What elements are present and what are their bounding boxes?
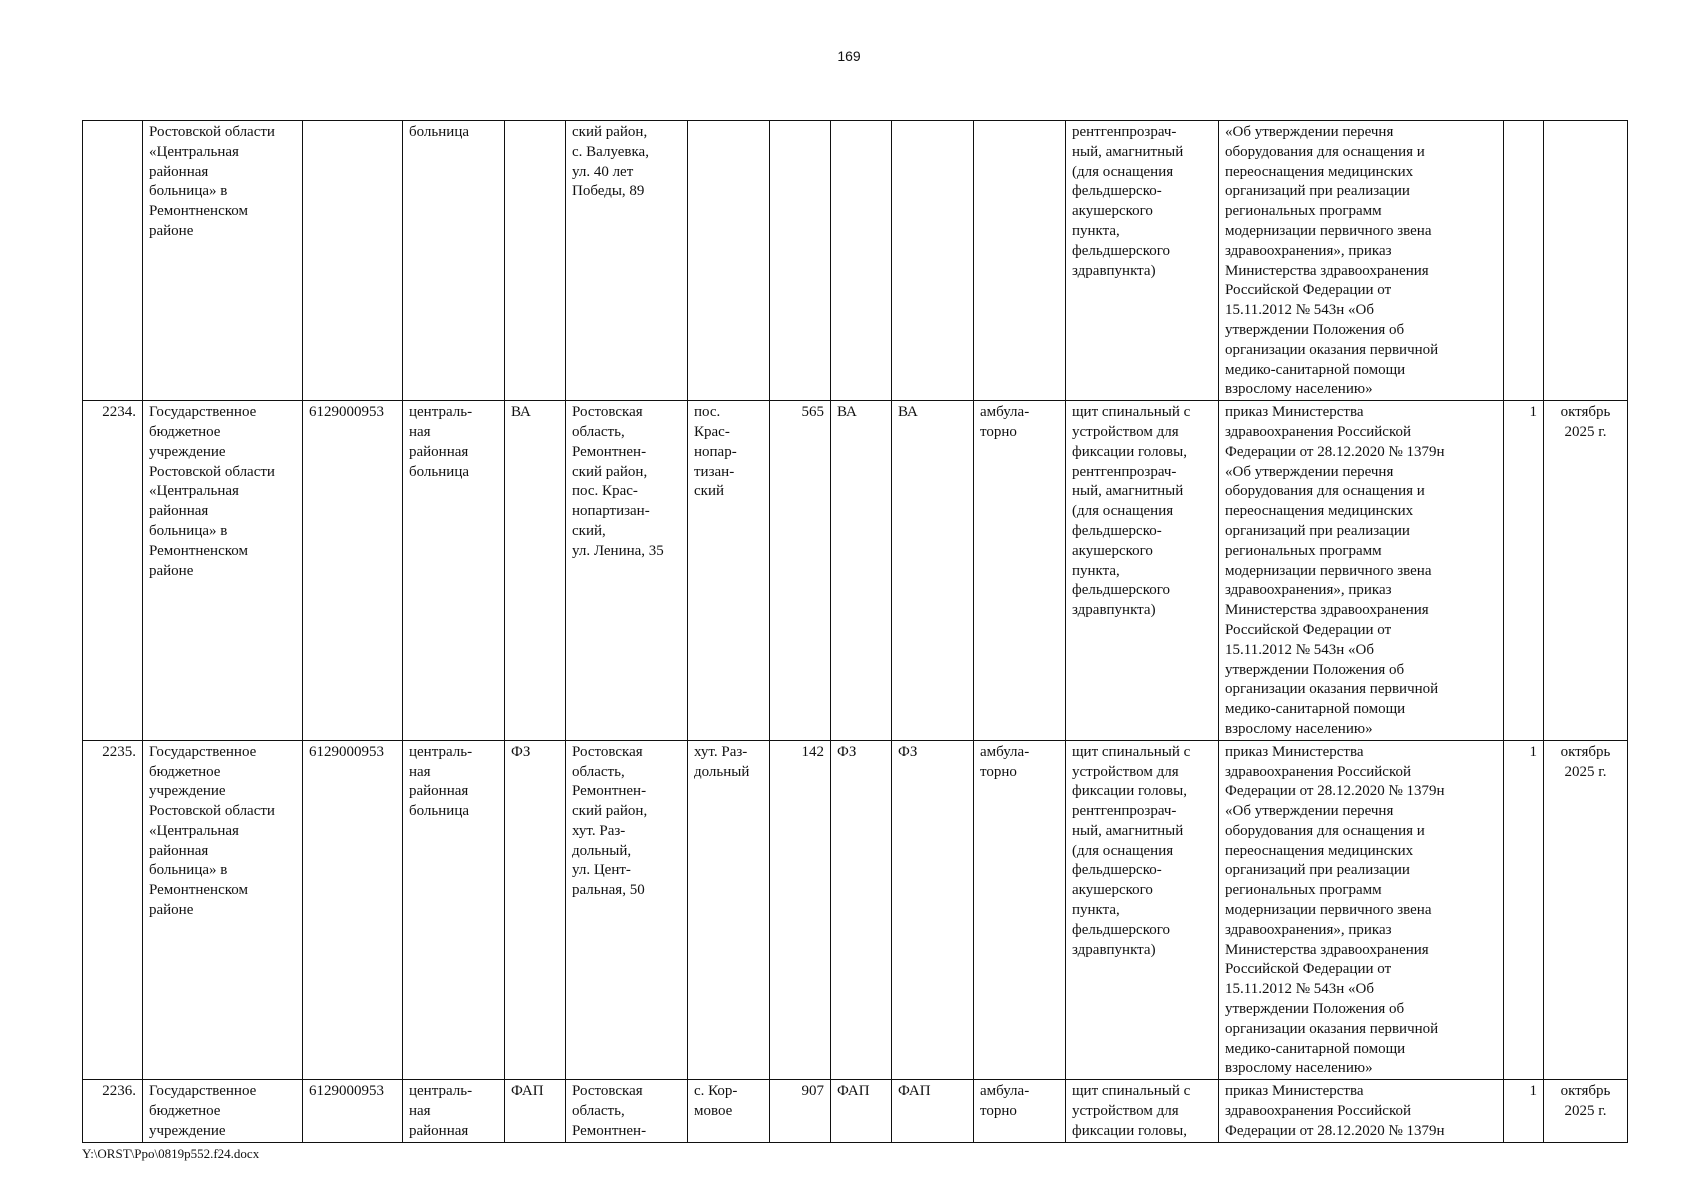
table-row bbox=[83, 121, 1628, 401]
population-cell bbox=[770, 121, 831, 401]
locality-cell: хут. Раз- дольный bbox=[688, 740, 770, 1080]
inn-cell: 6129000953 bbox=[303, 1080, 403, 1142]
org-type-cell: больница bbox=[403, 121, 505, 401]
row-number-cell: 2235. bbox=[83, 740, 143, 1080]
legal-basis-cell: приказ Министерства здравоохранения Российской Федерации от 28.12.2020 № 1379н bbox=[1219, 1080, 1504, 1142]
unit2-cell bbox=[831, 121, 892, 401]
legal-basis-cell: приказ Министерства здравоохранения Российской Федерации от 28.12.2020 № 1379н «Об утверждении перечня оборудования для оснащения и переоснащения медицинских организаций при реализации региональных программ модернизации первичного звена здравоохранения», приказ Министерства здравоохранения Российской Федерации от 15.11.2012 № 543н «Об утверждении Положения об организации оказания первичной медико-санитарной помощи взрослому населению» bbox=[1219, 401, 1504, 741]
row-number-cell: 2234. bbox=[83, 401, 143, 741]
equipment-cell: щит спинальный с устройством для фиксации головы, рентгенпрозрач- ный, амагнитный (для оснащения фельдшерско- акушерского пункта, фельдшерского здравпункта) bbox=[1066, 401, 1219, 741]
unit-cell bbox=[505, 121, 566, 401]
quantity-cell: 1 bbox=[1504, 740, 1544, 1080]
table-row bbox=[83, 1080, 1628, 1142]
inn-cell: 6129000953 bbox=[303, 401, 403, 741]
org-type-cell: централь- ная районная больница bbox=[403, 740, 505, 1080]
table-row bbox=[83, 740, 1628, 1080]
table-row bbox=[83, 401, 1628, 741]
org-type-cell: централь- ная районная bbox=[403, 1080, 505, 1142]
deadline-cell bbox=[1544, 121, 1628, 401]
deadline-cell: октябрь 2025 г. bbox=[1544, 1080, 1628, 1142]
organization-cell: Ростовской области «Центральная районная больница» в Ремонтненском районе bbox=[143, 121, 303, 401]
quantity-cell bbox=[1504, 121, 1544, 401]
equipment-cell: рентгенпрозрач- ный, амагнитный (для оснащения фельдшерско- акушерского пункта, фельдшерского здравпункта) bbox=[1066, 121, 1219, 401]
legal-basis-cell: «Об утверждении перечня оборудования для оснащения и переоснащения медицинских организаций при реализации региональных программ модернизации первичного звена здравоохранения», приказ Министерства здравоохранения Российской Федерации от 15.11.2012 № 543н «Об утверждении Положения об организации оказания первичной медико-санитарной помощи взрослому населению» bbox=[1219, 121, 1504, 401]
care-form-cell: амбула- торно bbox=[974, 740, 1066, 1080]
equipment-cell: щит спинальный с устройством для фиксации головы, рентгенпрозрач- ный, амагнитный (для оснащения фельдшерско- акушерского пункта, фельдшерского здравпункта) bbox=[1066, 740, 1219, 1080]
row-number-cell bbox=[83, 121, 143, 401]
locality-cell bbox=[688, 121, 770, 401]
locality-cell: пос. Крас- нопар- тизан- ский bbox=[688, 401, 770, 741]
organization-cell: Государственное бюджетное учреждение Ростовской области «Центральная районная больница» в Ремонтненском районе bbox=[143, 401, 303, 741]
population-cell: 907 bbox=[770, 1080, 831, 1142]
unit-cell: ФЗ bbox=[505, 740, 566, 1080]
equipment-cell: щит спинальный с устройством для фиксации головы, bbox=[1066, 1080, 1219, 1142]
row-number-cell: 2236. bbox=[83, 1080, 143, 1142]
deadline-cell: октябрь 2025 г. bbox=[1544, 401, 1628, 741]
quantity-cell: 1 bbox=[1504, 1080, 1544, 1142]
population-cell: 142 bbox=[770, 740, 831, 1080]
page-number: 169 bbox=[837, 48, 861, 64]
unit2-cell: ВА bbox=[831, 401, 892, 741]
organization-cell: Государственное бюджетное учреждение bbox=[143, 1080, 303, 1142]
equipment-register-table bbox=[82, 120, 1628, 1143]
locality-cell: с. Кор- мовое bbox=[688, 1080, 770, 1142]
address-cell: Ростовская область, Ремонтнен- ский район, пос. Крас- нопартизан- ский, ул. Ленина, 35 bbox=[566, 401, 688, 741]
inn-cell: 6129000953 bbox=[303, 740, 403, 1080]
file-path-footer: Y:\ORST\Ppo\0819p552.f24.docx bbox=[82, 1146, 260, 1161]
unit3-cell bbox=[892, 121, 974, 401]
address-cell: Ростовская область, Ремонтнен- bbox=[566, 1080, 688, 1142]
population-cell: 565 bbox=[770, 401, 831, 741]
care-form-cell: амбула- торно bbox=[974, 401, 1066, 741]
quantity-cell: 1 bbox=[1504, 401, 1544, 741]
care-form-cell bbox=[974, 121, 1066, 401]
unit-cell: ФАП bbox=[505, 1080, 566, 1142]
unit2-cell: ФЗ bbox=[831, 740, 892, 1080]
unit3-cell: ФАП bbox=[892, 1080, 974, 1142]
inn-cell bbox=[303, 121, 403, 401]
unit-cell: ВА bbox=[505, 401, 566, 741]
unit3-cell: ФЗ bbox=[892, 740, 974, 1080]
deadline-cell: октябрь 2025 г. bbox=[1544, 740, 1628, 1080]
care-form-cell: амбула- торно bbox=[974, 1080, 1066, 1142]
address-cell: Ростовская область, Ремонтнен- ский район, хут. Раз- дольный, ул. Цент- ральная, 50 bbox=[566, 740, 688, 1080]
unit2-cell: ФАП bbox=[831, 1080, 892, 1142]
organization-cell: Государственное бюджетное учреждение Ростовской области «Центральная районная больница» в Ремонтненском районе bbox=[143, 740, 303, 1080]
legal-basis-cell: приказ Министерства здравоохранения Российской Федерации от 28.12.2020 № 1379н «Об утверждении перечня оборудования для оснащения и переоснащения медицинских организаций при реализации региональных программ модернизации первичного звена здравоохранения», приказ Министерства здравоохранения Российской Федерации от 15.11.2012 № 543н «Об утверждении Положения об организации оказания первичной медико-санитарной помощи взрослому населению» bbox=[1219, 740, 1504, 1080]
unit3-cell: ВА bbox=[892, 401, 974, 741]
address-cell: ский район, с. Валуевка, ул. 40 лет Победы, 89 bbox=[566, 121, 688, 401]
org-type-cell: централь- ная районная больница bbox=[403, 401, 505, 741]
